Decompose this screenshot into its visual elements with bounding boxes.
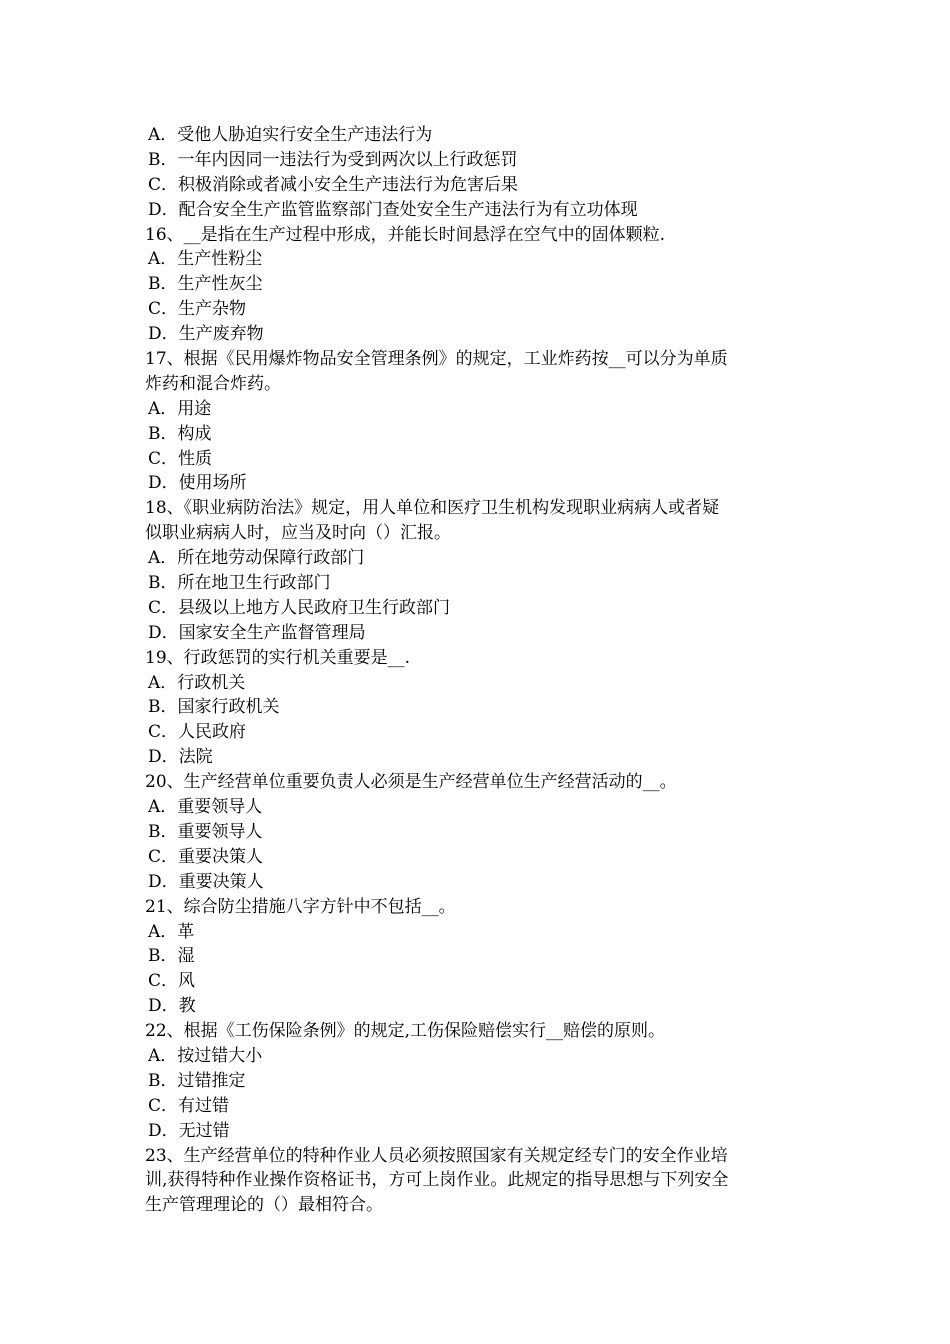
question-text-line: 17、根据《民用爆炸物品安全管理条例》的规定，工业炸药按__可以分为单质 <box>145 349 728 370</box>
answer-option-line: C．生产杂物 <box>148 299 247 320</box>
question-text-line: 20、生产经营单位重要负责人必须是生产经营单位生产经营活动的__。 <box>145 772 677 793</box>
answer-option-line: B．国家行政机关 <box>148 697 280 718</box>
answer-option-line: B．构成 <box>148 423 212 444</box>
answer-option-line: C．积极消除或者减小安全生产违法行为危害后果 <box>148 174 519 195</box>
answer-option-line: D．生产废弃物 <box>148 324 264 345</box>
answer-option-line: C．县级以上地方人民政府卫生行政部门 <box>148 597 451 618</box>
answer-option-line: D．配合安全生产监管监察部门查处安全生产违法行为有立功体现 <box>148 199 638 220</box>
answer-option-line: C．风 <box>148 971 196 992</box>
answer-option-line: D．无过错 <box>148 1120 230 1141</box>
answer-option-line: C．有过错 <box>148 1095 230 1116</box>
question-text-line: 似职业病病人时，应当及时向（）汇报。 <box>145 523 451 544</box>
answer-option-line: B．湿 <box>148 946 195 967</box>
question-text-line: 训,获得特种作业操作资格证书，方可上岗作业。此规定的指导思想与下列安全 <box>145 1170 729 1191</box>
answer-option-line: C．重要决策人 <box>148 846 264 867</box>
question-text-line: 21、综合防尘措施八字方针中不包括__。 <box>145 896 456 917</box>
answer-option-line: A．用途 <box>148 398 212 419</box>
document-body <box>145 123 810 1218</box>
answer-option-line: A．生产性粉尘 <box>148 249 263 270</box>
answer-option-line: B．重要领导人 <box>148 821 263 842</box>
answer-option-line: A．受他人胁迫实行安全生产违法行为 <box>148 125 433 145</box>
answer-option-line: C．人民政府 <box>148 722 247 743</box>
question-text-line: 生产管理理论的（）最相符合。 <box>145 1195 383 1216</box>
answer-option-line: A．按过错大小 <box>148 1045 263 1066</box>
answer-option-line: D．使用场所 <box>148 473 247 494</box>
answer-option-line: A．重要领导人 <box>148 797 263 818</box>
answer-option-line: A．行政机关 <box>148 672 246 693</box>
answer-option-line: A．革 <box>148 921 195 942</box>
question-text-line: 18、《职业病防治法》规定，用人单位和医疗卫生机构发现职业病病人或者疑 <box>145 498 720 519</box>
question-text-line: 19、行政惩罚的实行机关重要是__. <box>145 647 411 668</box>
answer-option-line: D．教 <box>148 996 196 1017</box>
question-text-line: 炸药和混合炸药。 <box>145 373 281 394</box>
answer-option-line: B．所在地卫生行政部门 <box>148 573 331 594</box>
answer-option-line: B．一年内因同一违法行为受到两次以上行政惩罚 <box>148 149 518 170</box>
answer-option-line: C．性质 <box>148 448 213 469</box>
answer-option-line: D．重要决策人 <box>148 871 264 892</box>
answer-option-line: B．生产性灰尘 <box>148 274 263 295</box>
answer-option-line: A．所在地劳动保障行政部门 <box>148 548 365 569</box>
answer-option-line: D．法院 <box>148 747 213 768</box>
answer-option-line: D．国家安全生产监督管理局 <box>148 622 366 643</box>
question-text-line: 22、根据《工伤保险条例》的规定,工伤保险赔偿实行__赔偿的原则。 <box>145 1021 666 1042</box>
answer-option-line: B．过错推定 <box>148 1070 246 1091</box>
question-text-line: 23、生产经营单位的特种作业人员必须按照国家有关规定经专门的安全作业培 <box>145 1145 728 1166</box>
question-text-line: 16、__是指在生产过程中形成，并能长时间悬浮在空气中的固体颗粒. <box>145 224 666 245</box>
